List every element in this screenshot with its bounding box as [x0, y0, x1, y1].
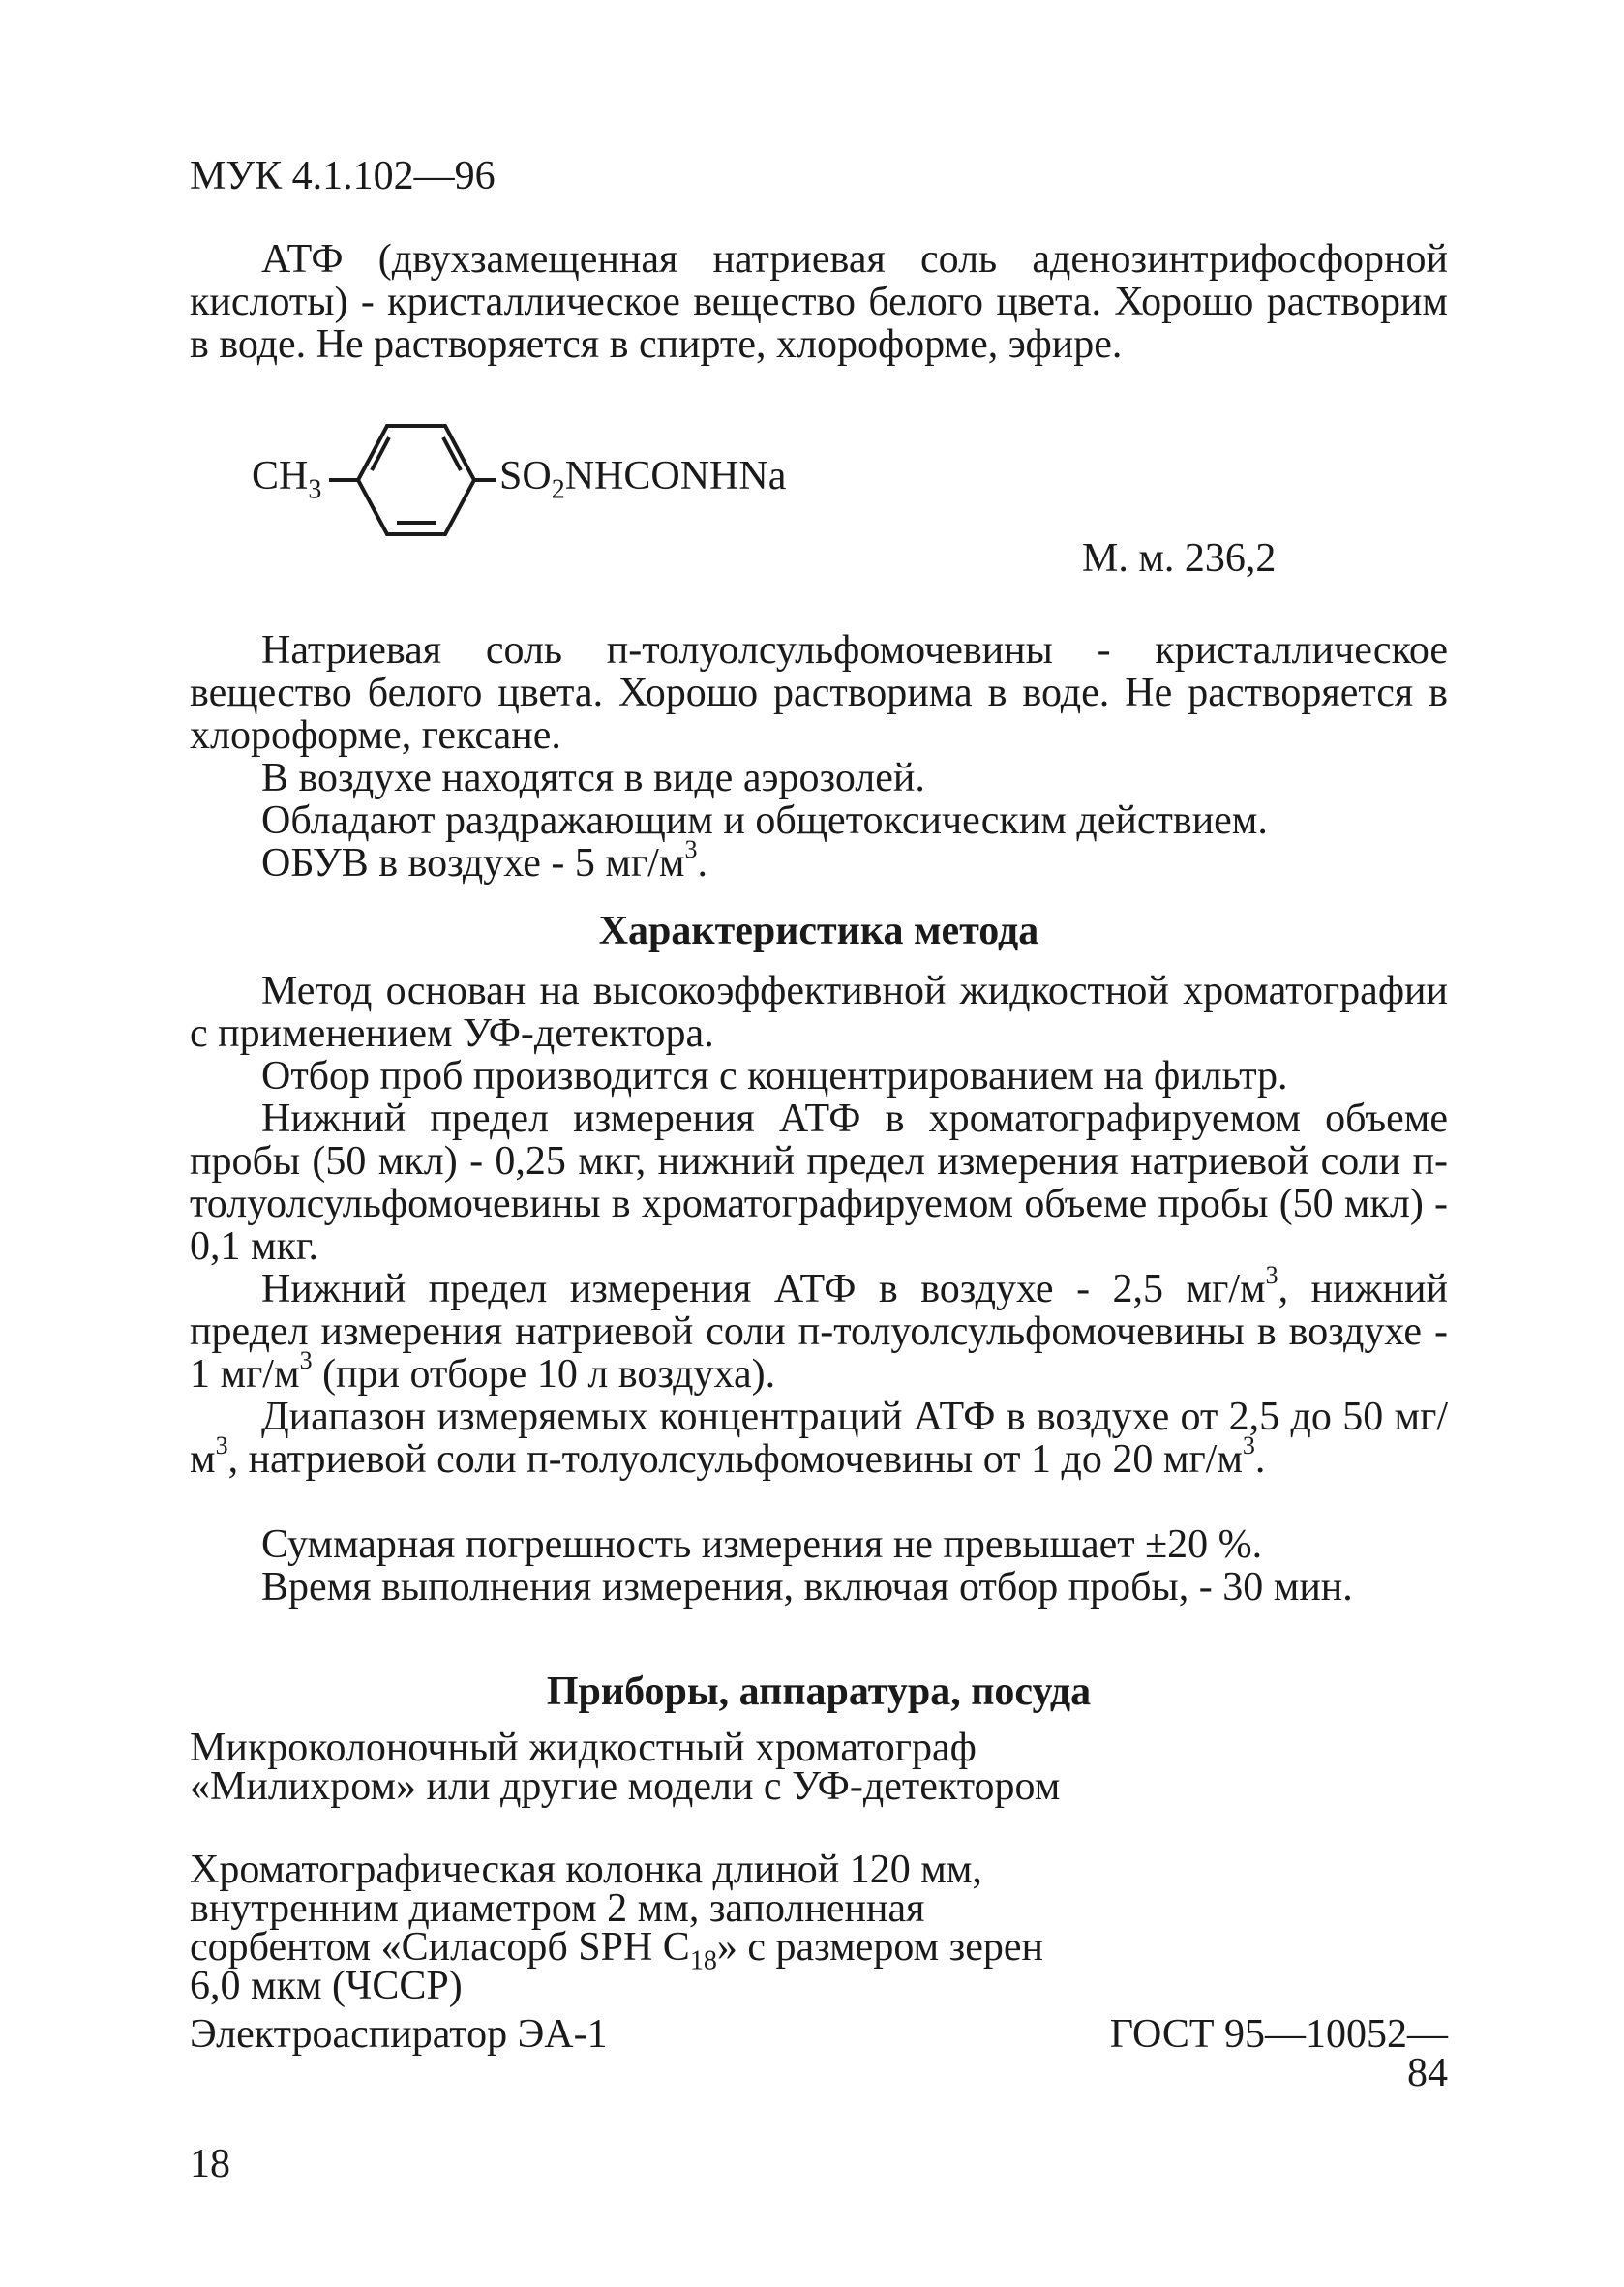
- equipment-item-column: Хроматографическая колонка длиной 120 мм, внутренним диаметром 2 мм, заполненная сорбентом «Силасорб SPH $C_{18}$» с размером зерен 6,0 мкм (ЧССР): [190, 1848, 1043, 2008]
- toxicity-paragraph: Обладают раздражающим и общетоксическим действием.: [261, 798, 1268, 843]
- method-paragraph-4: Нижний предел измерения АТФ в воздухе - 2,5 $мг/м^3$, нижний предел измерения натриевой соли п-толуолсульфомочевины в воздухе - 1 $мг/м^3$ (при отборе 10 л воздуха).: [190, 1261, 1448, 1397]
- equipment-item-aspirator-standard: ГОСТ 95—10052—84: [1109, 2012, 1448, 2095]
- method-paragraph-5: Диапазон измеряемых концентраций АТФ в воздухе от 2,5 до 50 $мг/м^3$, натриевой соли п-толуолсульфомочевины от 1 до 20 $мг/м^3$.: [190, 1395, 1448, 1482]
- formula-right-group: $SO_2NHCONHNa$: [499, 454, 787, 505]
- intro-paragraph: АТФ (двухзамещенная натриевая соль аденозинтрифосфорной кислоты) - кристаллическое вещество белого цвета. Хорошо растворим в воде. Не растворяется в спирте, хлороформе, эфире.: [190, 237, 1448, 367]
- method-paragraph-7: Время выполнения измерения, включая отбор пробы, - 30 мин.: [261, 1565, 1353, 1610]
- aerosol-paragraph: В воздухе находятся в виде аэрозолей.: [261, 756, 925, 800]
- substance-description-paragraph: Натриевая соль п-толуолсульфомочевины - кристаллическое вещество белого цвета. Хорошо растворима в воде. Не растворяется в хлороформе, гексане.: [190, 628, 1448, 758]
- method-paragraph-2: Отбор проб производится с концентрированием на фильтр.: [261, 1054, 1288, 1098]
- section-title-method: Характеристика метода: [598, 909, 1039, 953]
- page-number: 18: [190, 2142, 230, 2186]
- document-code-header: МУК 4.1.102—96: [190, 154, 496, 198]
- method-paragraph-1: Метод основан на высокоэффективной жидкостной хроматографии с применением УФ-детектора.: [190, 969, 1448, 1056]
- formula-left-group: $CH_3$: [252, 454, 322, 505]
- section-title-equipment: Приборы, аппаратура, посуда: [546, 1670, 1092, 1714]
- obuv-paragraph: ОБУВ в воздухе - 5 $мг/м^3$.: [261, 835, 707, 886]
- molar-mass: М. м. 236,2: [1082, 536, 1277, 581]
- equipment-item-chromatograph: Микроколоночный жидкостный хроматограф «Милихром» или другие модели с УФ-детектором: [190, 1726, 1061, 1809]
- benzene-ring-icon: [329, 416, 503, 542]
- equipment-item-aspirator: Электроаспиратор ЭА-1: [190, 2012, 608, 2057]
- method-paragraph-6: Суммарная погрешность измерения не превышает ±20 %.: [261, 1522, 1263, 1567]
- method-paragraph-3: Нижний предел измерения АТФ в хроматографируемом объеме пробы (50 мкл) - 0,25 мкг, нижний предел измерения натриевой соли п-толуолсульфомочевины в хроматографируемом объеме пробы (50 мкл) - 0,1 мкг.: [190, 1097, 1448, 1269]
- structural-formula: [252, 416, 1123, 542]
